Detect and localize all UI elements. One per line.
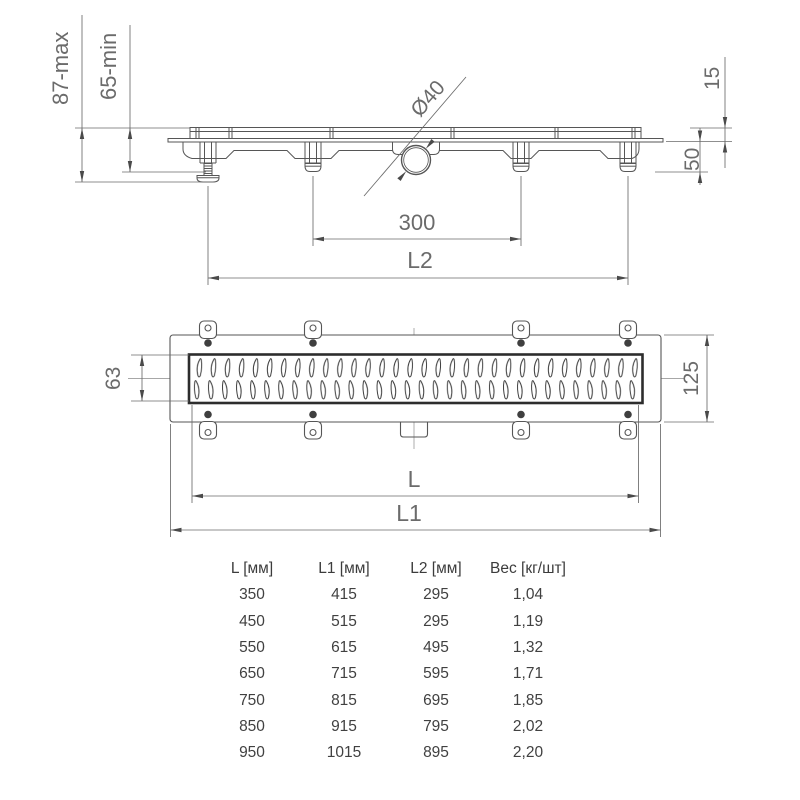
- table-cell: 850: [239, 717, 265, 735]
- table-cell: 815: [331, 691, 357, 709]
- table-cell: 695: [423, 691, 449, 709]
- table-cell: 915: [331, 717, 357, 735]
- table-header-l1: L1 [мм]: [318, 560, 370, 578]
- dimension-65-min: [122, 25, 206, 172]
- table-cell: 895: [423, 744, 449, 762]
- dim-label-l: L: [407, 466, 421, 492]
- grate-top-view: [189, 355, 643, 404]
- size-table: [206, 556, 574, 766]
- dim-label-300: 300: [398, 210, 436, 235]
- foot-4: [620, 143, 636, 172]
- dim-label-63: 63: [102, 366, 125, 390]
- dim-label-l1: L1: [396, 500, 422, 526]
- table-cell: 495: [423, 639, 449, 657]
- table-cell: 950: [239, 744, 265, 762]
- table-cell: 650: [239, 665, 265, 683]
- table-cell: 2,20: [512, 744, 544, 762]
- table-cell: 1,71: [512, 665, 544, 683]
- grate-side-profile: [190, 128, 641, 139]
- table-cell: 615: [331, 639, 357, 657]
- table-cell: 350: [239, 586, 265, 604]
- dim-label-15: 15: [701, 66, 724, 90]
- table-cell: 1015: [326, 744, 362, 762]
- dim-label-50: 50: [681, 147, 704, 171]
- table-cell: 595: [423, 665, 449, 683]
- table-header-l2: L2 [мм]: [410, 560, 462, 578]
- table-cell: 515: [331, 612, 357, 630]
- table-cell: 715: [331, 665, 357, 683]
- dim-label-125: 125: [680, 360, 703, 396]
- table-cell: 1,04: [512, 586, 544, 604]
- table-header-weight: Вес [кг/шт]: [490, 560, 566, 578]
- table-header-l: L [мм]: [230, 560, 274, 578]
- drain-outlet-circle: [402, 146, 431, 175]
- grate-wave-pattern: [191, 357, 641, 402]
- table-cell: 2,02: [512, 717, 544, 735]
- adjustable-foot-1: [197, 143, 219, 183]
- dim-label-65-min: 65-min: [96, 32, 121, 100]
- table-cell: 295: [423, 586, 449, 604]
- table-cell: 1,32: [512, 639, 544, 657]
- table-cell: 295: [423, 612, 449, 630]
- table-cell: 550: [239, 639, 265, 657]
- table-cell: 415: [331, 586, 357, 604]
- foot-2: [305, 143, 321, 172]
- flange-side-profile: [168, 139, 663, 143]
- table-cell: 750: [239, 691, 265, 709]
- side-view-dimensions: [75, 15, 732, 285]
- table-cell: 795: [423, 717, 449, 735]
- dim-label-87-max: 87-max: [48, 31, 73, 105]
- table-cell: 450: [239, 612, 265, 630]
- top-view: [128, 321, 684, 449]
- foot-3: [513, 143, 529, 172]
- table-cell: 1,19: [512, 612, 544, 630]
- dim-label-l2: L2: [407, 247, 433, 273]
- table-cell: 1,85: [512, 691, 544, 709]
- dim-label-diameter-40: Ø40: [406, 76, 450, 122]
